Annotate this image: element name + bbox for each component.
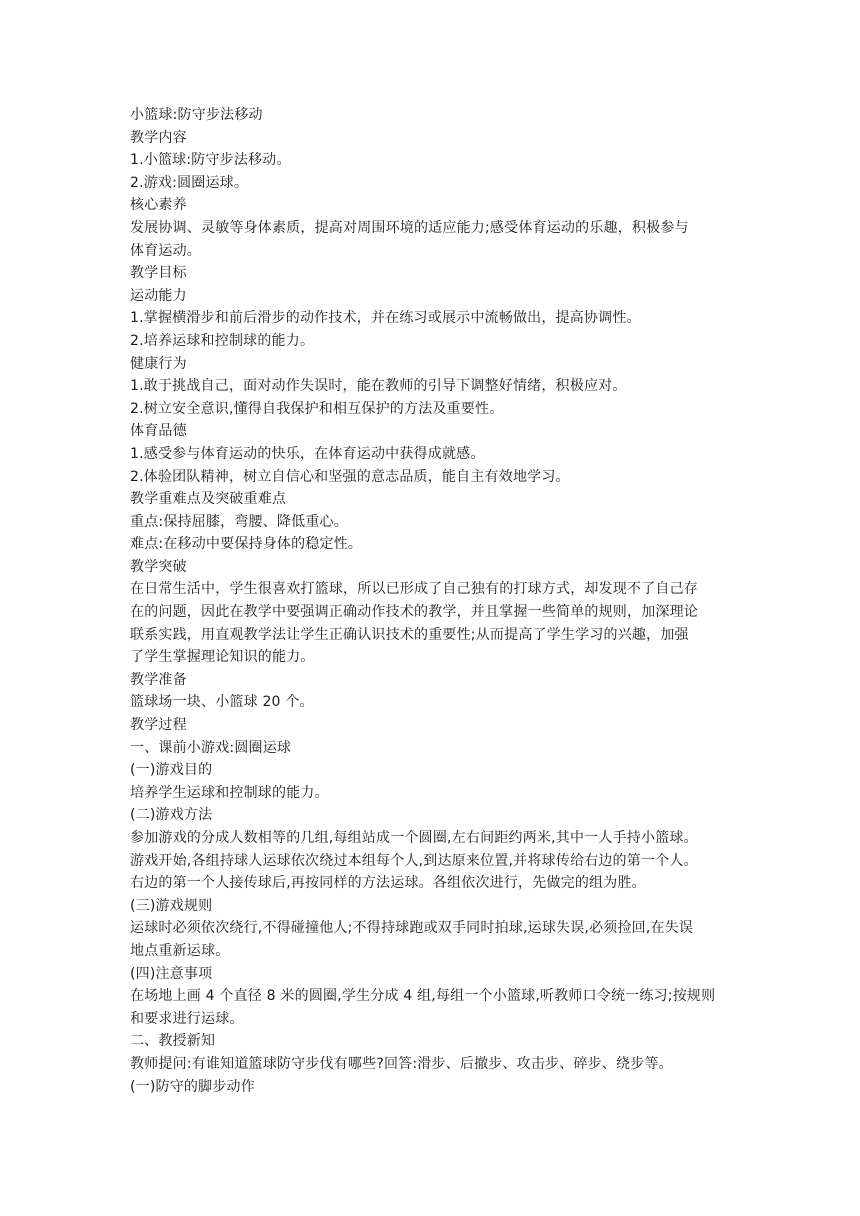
core-literacy-paragraph	[130, 217, 730, 262]
subsection-notes: (四)注意事项	[130, 965, 213, 982]
section-1-heading: 一、课前小游戏:圆圈运球	[130, 739, 292, 756]
game-rules-paragraph	[130, 917, 730, 962]
health-item-2: 2.树立安全意识,懂得自我保护和相互保护的方法及重要性。	[130, 400, 504, 417]
subsection-defensive-footwork: (一)防守的脚步动作	[130, 1078, 255, 1095]
ethics-item-2: 2.体验团队精神，树立自信心和坚强的意志品质，能自主有效地学习。	[130, 468, 570, 485]
heading-teaching-preparation: 教学准备	[130, 671, 187, 688]
teacher-question: 教师提问:有谁知道篮球防守步伐有哪些?回答:滑步、后撤步、攻击步、碎步、绕步等。	[130, 1055, 673, 1072]
document-body	[130, 104, 730, 1098]
breakthrough-line-3: 联系实践，用直观教学法让学生正确认识技术的重要性;从而提高了学生学习的兴趣，加强	[130, 626, 689, 643]
breakthrough-paragraph	[130, 578, 730, 668]
subheading-health-behavior: 健康行为	[130, 355, 187, 372]
notes-line-1: 在场地上画 4 个直径 8 米的圆圈,学生分成 4 组,每组一个小篮球,听教师口令统一练习;按规则	[130, 988, 716, 1005]
ethics-item-1: 1.感受参与体育运动的快乐，在体育运动中获得成就感。	[130, 445, 485, 462]
subsection-game-purpose: (一)游戏目的	[130, 762, 213, 779]
game-method-line-3: 右边的第一个人接传球后,再按同样的方法运球。各组依次进行，先做完的组为胜。	[130, 875, 646, 892]
game-method-paragraph	[130, 827, 730, 895]
content-item-2: 2.游戏:圆圈运球。	[130, 174, 249, 191]
motor-item-2: 2.培养运球和控制球的能力。	[130, 332, 315, 349]
game-rules-line-1: 运球时必须依次绕行,不得碰撞他人;不得持球跑或双手同时拍球,运球失误,必须捡回,在失误	[130, 920, 694, 937]
game-purpose-text: 培养学生运球和控制球的能力。	[130, 784, 329, 801]
heading-teaching-breakthrough: 教学突破	[130, 558, 187, 575]
heading-core-literacy: 核心素养	[130, 197, 187, 214]
breakthrough-line-1: 在日常生活中，学生很喜欢打篮球，所以已形成了自己独有的打球方式，却发现不了自己存	[130, 581, 698, 598]
subheading-motor-ability: 运动能力	[130, 287, 187, 304]
breakthrough-line-4: 了学生掌握理论知识的能力。	[130, 649, 315, 666]
subsection-game-method: (二)游戏方法	[130, 807, 213, 824]
game-rules-line-2: 地点重新运球。	[130, 942, 230, 959]
health-item-1: 1.敢于挑战自己，面对动作失误时，能在教师的引导下调整好情绪，积极应对。	[130, 378, 627, 395]
subsection-game-rules: (三)游戏规则	[130, 897, 213, 914]
breakthrough-line-2: 在的问题，因此在教学中要强调正确动作技术的教学，并且掌握一些简单的规则，加深理论	[130, 604, 698, 621]
document-title: 小篮球:防守步法移动	[130, 107, 263, 123]
difficult-point: 难点:在移动中要保持身体的稳定性。	[130, 536, 363, 553]
heading-teaching-goals: 教学目标	[130, 265, 187, 282]
notes-paragraph	[130, 985, 730, 1030]
motor-item-1: 1.掌握横滑步和前后滑步的动作技术，并在练习或展示中流畅做出，提高协调性。	[130, 310, 641, 327]
content-item-1: 1.小篮球:防守步法移动。	[130, 152, 291, 169]
subheading-sports-ethics: 体育品德	[130, 423, 187, 440]
notes-line-2: 和要求进行运球。	[130, 1010, 244, 1027]
core-literacy-line-1: 发展协调、灵敏等身体素质，提高对周围环境的适应能力;感受体育运动的乐趣，积极参与	[130, 219, 689, 236]
section-2-heading: 二、教授新知	[130, 1033, 216, 1050]
key-point: 重点:保持屈膝，弯腰、降低重心。	[130, 513, 348, 530]
game-method-line-1: 参加游戏的分成人数相等的几组,每组站成一个圆圈,左右间距约两米,其中一人手持小篮球。	[130, 830, 698, 846]
preparation-text: 篮球场一块、小篮球 20 个。	[130, 694, 314, 711]
heading-teaching-content: 教学内容	[130, 129, 187, 146]
heading-key-difficult-points: 教学重难点及突破重难点	[130, 491, 287, 508]
heading-teaching-process: 教学过程	[130, 717, 187, 734]
core-literacy-line-2: 体育运动。	[130, 242, 201, 259]
game-method-line-2: 游戏开始,各组持球人运球依次绕过本组每个人,到达原来位置,并将球传给右边的第一个人。	[130, 852, 698, 869]
